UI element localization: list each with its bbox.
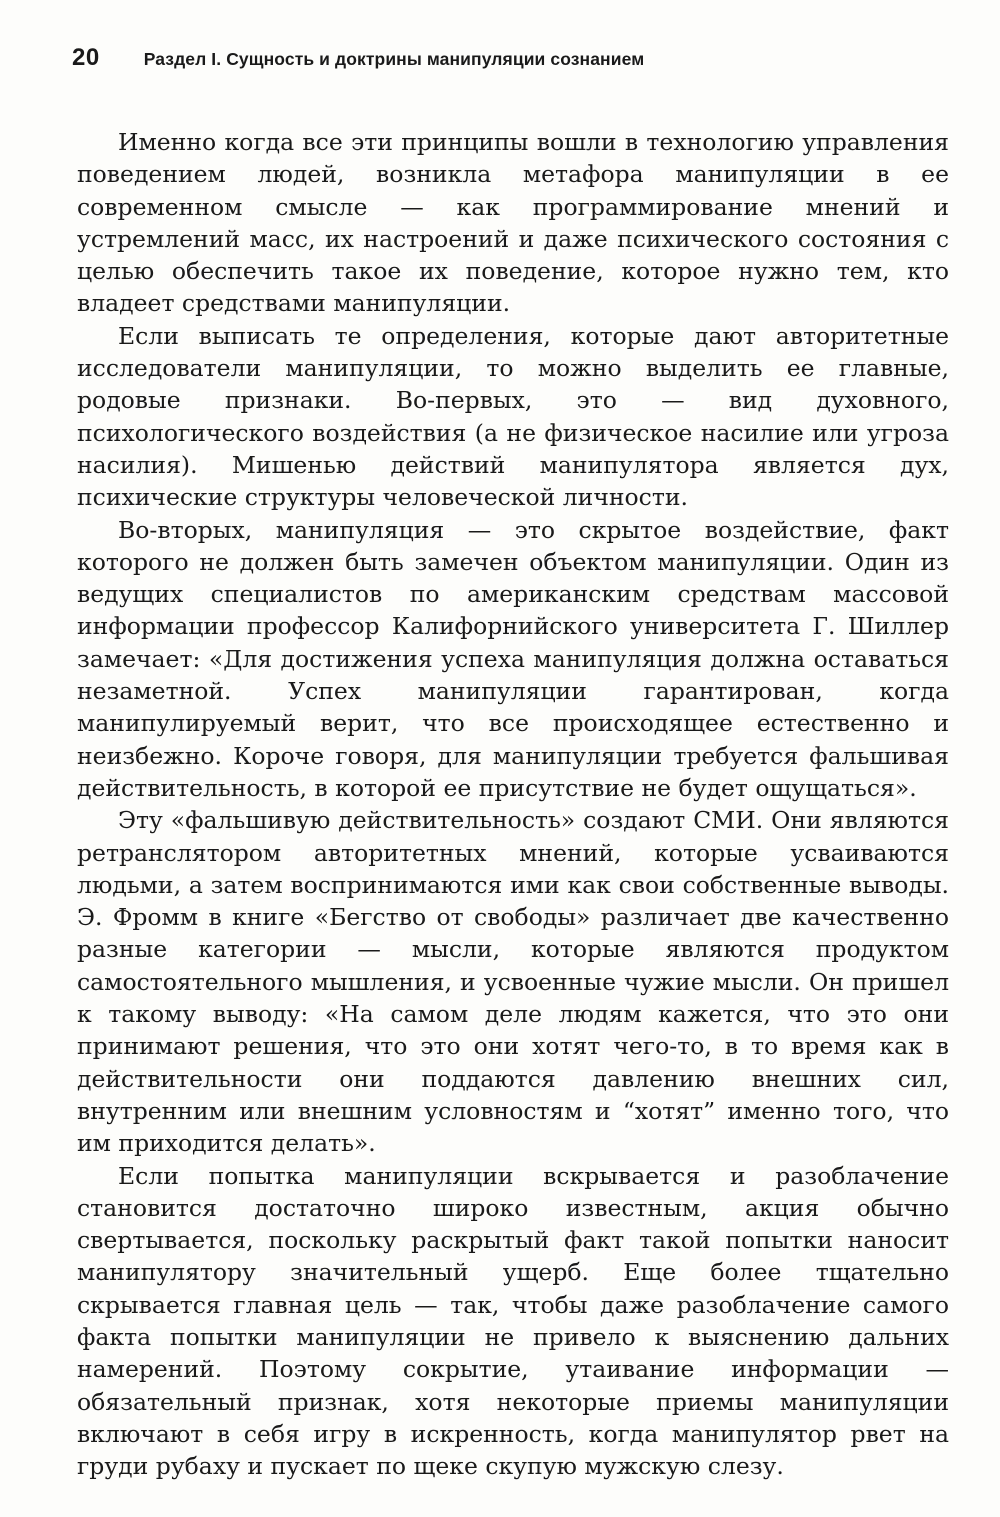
paragraph: Эту «фальшивую действительность» создают СМИ. Они являются ретранслятором авторитетных мнений, которые усваиваются людьми, а затем воспринимаются ими как свои собственные выводы. Э. Фромм в книге «Бегство от свободы» различает две качественно разные категории — мысли, которые являются продуктом самостоятельного мышления, и усвоенные чужие мысли. Он пришел к такому выводу: «На самом деле людям кажется, что это они принимают решения, что это они хотят чего-то, в то время как в действительности они поддаются давлению внешних сил, внутренним или внешним условностям и “хотят” именно того, что им приходится делать». xyxy=(77,806,949,1158)
paragraph: Если выписать те определения, которые дают авторитетные исследователи манипуляции, то можно выделить ее главные, родовые признаки. Во-первых, это — вид духовного, психологического воздействия (а не физическое насилие или угроза насилия). Мишенью действий манипулятора является дух, психические структуры человеческой личности. xyxy=(77,321,949,512)
running-head: Раздел I. Сущность и доктрины манипуляции сознанием xyxy=(143,49,645,69)
body-text xyxy=(77,126,949,1482)
paragraph: Во-вторых, манипуляция — это скрытое воздействие, факт которого не должен быть замечен объектом манипуляции. Один из ведущих специалистов по американским средствам массовой информации профессор Калифорнийского университета Г. Шиллер замечает: «Для достижения успеха манипуляция должна оставаться незаметной. Успех манипуляции гарантирован, когда манипулируемый верит, что все происходящее естественно и неизбежно. Короче говоря, для манипуляции требуется фальшивая действительность, в которой ее присутствие не будет ощущаться». xyxy=(77,515,949,802)
page-number: 20 xyxy=(72,44,100,71)
page-header xyxy=(72,44,952,78)
paragraph: Именно когда все эти принципы вошли в технологию управления поведением людей, возникла метафора манипуляции в ее современном смысле — как программирование мнений и устремлений масс, их настроений и даже психического состояния с целью обеспечить такое их поведение, которое нужно тем, кто владеет средствами манипуляции. xyxy=(77,128,949,318)
paragraph: Если попытка манипуляции вскрывается и разоблачение становится достаточно широко известным, акция обычно свертывается, поскольку раскрытый факт такой попытки наносит манипулятору значительный ущерб. Еще более тщательно скрывается главная цель — так, чтобы даже разоблачение самого факта попытки манипуляции не привело к выяснению дальних намерений. Поэтому сокрытие, утаивание информации — обязательный признак, хотя некоторые приемы манипуляции включают в себя игру в искренность, когда манипулятор рвет на груди рубаху и пускает по щеке скупую мужскую слезу. xyxy=(77,1161,949,1481)
